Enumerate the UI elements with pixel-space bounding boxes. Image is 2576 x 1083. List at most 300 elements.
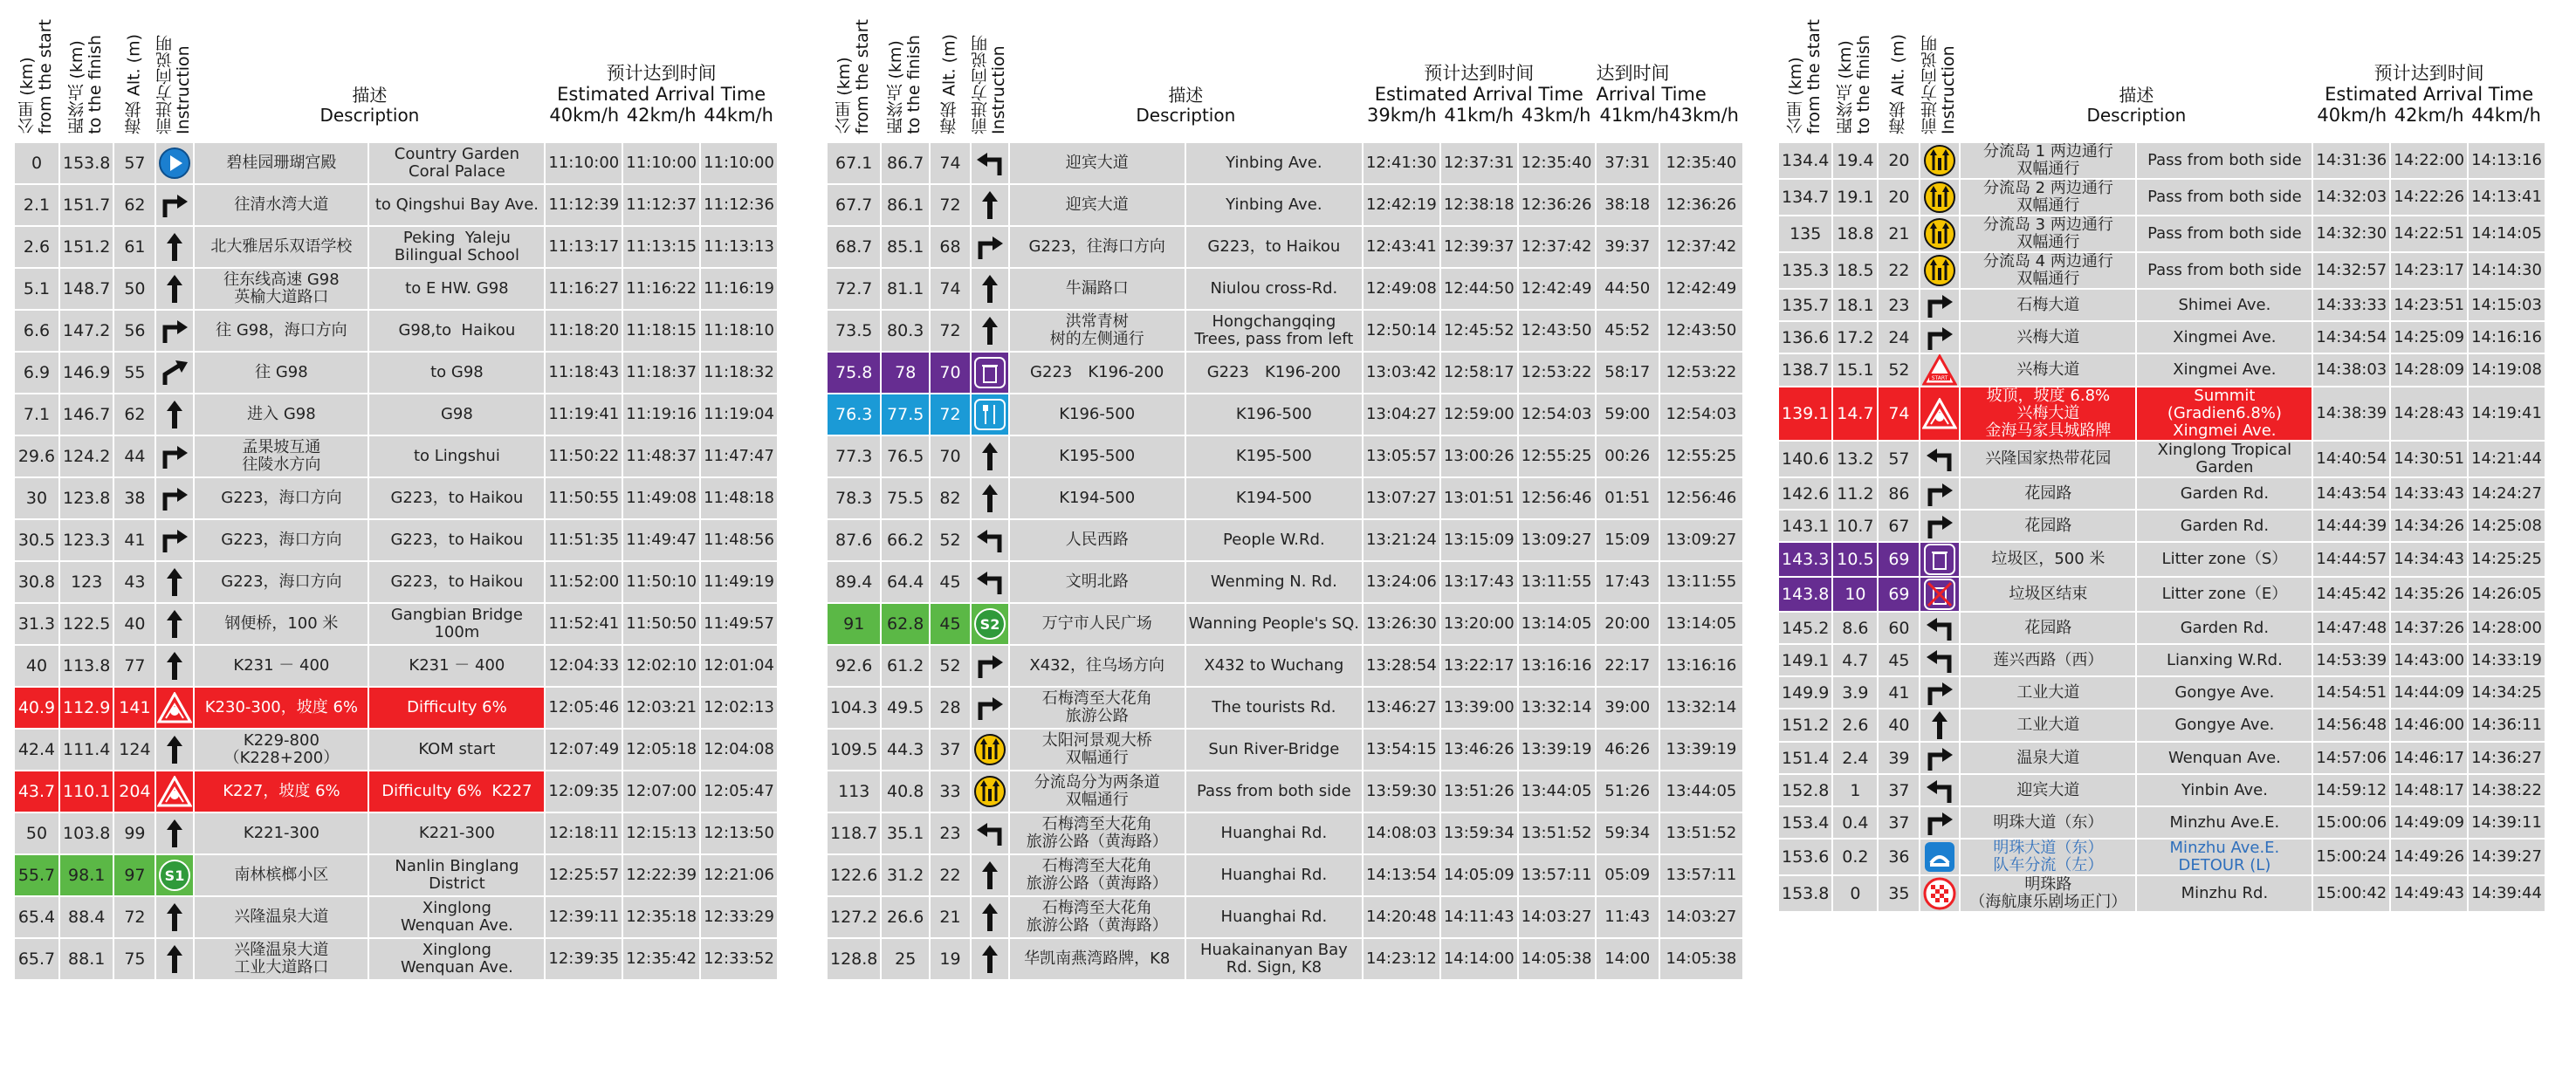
km-from-start: 143.8 (1779, 578, 1831, 611)
arrival-time: 12:35:18 (623, 897, 699, 937)
speed-label: 43km/h (1669, 105, 1739, 126)
description-en: G223，to Haikou (369, 562, 544, 602)
km-to-finish: 123 (60, 562, 113, 602)
km-to-finish: 15.1 (1833, 354, 1877, 386)
both-sides-icon (1920, 181, 1959, 214)
turn-right-icon (972, 652, 1008, 680)
arrival-time: 11:50:55 (546, 478, 622, 518)
arrival-time: 11:10:00 (701, 143, 777, 183)
route-table-panel-1 (13, 0, 794, 981)
header-eta-zh: 预计达到时间 (606, 63, 717, 84)
arrival-time-extra: 00:26 (1597, 436, 1659, 476)
km-to-finish: 123.3 (60, 520, 113, 560)
arrival-time: 12:33:29 (701, 897, 777, 937)
arrival-time: 14:32:03 (2313, 180, 2389, 215)
finish-flag-icon (1920, 877, 1959, 910)
arrival-time: 11:49:19 (701, 562, 777, 602)
arrival-time: 14:21:44 (2469, 442, 2545, 476)
arrival-time: 11:48:56 (701, 520, 777, 560)
table-row (1779, 143, 2545, 178)
altitude: 52 (931, 520, 970, 560)
instruction-cell (156, 185, 193, 225)
altitude: 20 (1879, 180, 1919, 215)
table-row (15, 227, 777, 267)
km-from-start: 0 (15, 143, 58, 183)
arrival-time: 14:20:48 (1364, 897, 1439, 937)
description-zh: G223，海口方向 (195, 478, 368, 518)
arrival-time-extra: 13:51:52 (1660, 813, 1742, 853)
arrival-time: 13:59:34 (1441, 813, 1517, 853)
description-zh: 工业大道 (1961, 709, 2135, 741)
instruction-cell (972, 939, 1008, 979)
header-km-start (1779, 2, 1831, 141)
header-km-start (15, 2, 58, 141)
arrival-time: 11:18:37 (623, 353, 699, 393)
header-speeds (546, 105, 777, 126)
header-speeds (1364, 105, 1595, 126)
altitude: 68 (931, 227, 970, 267)
km-to-finish: 111.4 (60, 730, 113, 770)
arrival-time: 12:03:21 (623, 688, 699, 728)
sprint-s2-icon (972, 607, 1008, 641)
arrival-time: 14:35:26 (2391, 578, 2467, 611)
straight-icon (156, 399, 193, 430)
arrival-time: 14:14:30 (2469, 253, 2545, 288)
header-instruction (972, 2, 1008, 141)
arrival-time-extra: 39:37 (1597, 227, 1659, 267)
arrival-time: 13:20:00 (1441, 604, 1517, 644)
altitude: 62 (114, 394, 155, 435)
arrival-time: 11:16:19 (701, 269, 777, 309)
km-from-start: 138.7 (1779, 354, 1831, 386)
arrival-time: 14:23:17 (2391, 253, 2467, 288)
altitude: 50 (114, 269, 155, 309)
instruction-cell (156, 646, 193, 686)
altitude: 77 (114, 646, 155, 686)
km-to-finish: 123.8 (60, 478, 113, 518)
km-from-start: 42.4 (15, 730, 58, 770)
altitude: 22 (1879, 253, 1919, 288)
km-to-finish: 10.7 (1833, 511, 1877, 541)
arrival-time: 13:03:42 (1364, 353, 1439, 393)
arrival-time: 12:05:18 (623, 730, 699, 770)
km-to-finish: 0.2 (1833, 840, 1877, 874)
instruction-cell (972, 604, 1008, 644)
km-from-start: 76.3 (828, 394, 880, 435)
arrival-time: 12:25:57 (546, 855, 622, 895)
altitude: 55 (114, 353, 155, 393)
header-instruction-label: 前进方向说明 Instruction (1920, 35, 1959, 134)
turn-left-icon (1920, 777, 1959, 805)
arrival-time-extra: 13:57:11 (1660, 855, 1742, 895)
km-from-start: 153.4 (1779, 807, 1831, 838)
turn-right-icon (156, 442, 193, 470)
table-row (828, 646, 1742, 686)
climb-icon (1920, 398, 1959, 429)
table-row (15, 855, 777, 895)
instruction-cell (972, 394, 1008, 435)
arrival-time: 14:49:43 (2391, 876, 2467, 911)
instruction-cell (972, 353, 1008, 393)
description-zh: 牛漏路口 (1010, 269, 1185, 309)
arrival-time-extra: 38:18 (1597, 185, 1659, 225)
arrival-time: 12:45:52 (1441, 311, 1517, 351)
km-to-finish: 103.8 (60, 813, 113, 853)
altitude: 72 (931, 185, 970, 225)
instruction-cell (972, 897, 1008, 937)
arrival-time: 14:23:51 (2391, 290, 2467, 320)
km-from-start: 122.6 (828, 855, 880, 895)
km-to-finish: 62.8 (882, 604, 929, 644)
description-zh: 太阳河景观大桥 双幅通行 (1010, 730, 1185, 770)
turn-right-icon (1920, 480, 1959, 508)
altitude: 35 (1879, 876, 1919, 911)
km-to-finish: 110.1 (60, 771, 113, 812)
km-to-finish: 0 (1833, 876, 1877, 911)
table-row (15, 688, 777, 728)
arrival-time: 13:32:14 (1519, 688, 1595, 728)
km-to-finish: 35.1 (882, 813, 929, 853)
arrival-time: 11:50:22 (546, 436, 622, 476)
arrival-time: 12:38:18 (1441, 185, 1517, 225)
km-from-start: 30.5 (15, 520, 58, 560)
km-to-finish: 151.2 (60, 227, 113, 267)
altitude: 141 (114, 688, 155, 728)
description-en: Xinglong Wenquan Ave. (369, 939, 544, 979)
km-to-finish: 76.5 (882, 436, 929, 476)
straight-icon (156, 608, 193, 640)
km-to-finish: 61.2 (882, 646, 929, 686)
arrival-time-extra: 13:39:19 (1660, 730, 1742, 770)
arrival-time: 11:52:00 (546, 562, 622, 602)
description-en: Pass from both side (2137, 216, 2312, 251)
header-eta (2313, 2, 2545, 141)
km-to-finish: 11.2 (1833, 478, 1877, 509)
description-en: Peking Yaleju Bilingual School (369, 227, 544, 267)
play-start-icon (156, 147, 193, 180)
instruction-cell (1920, 354, 1959, 386)
arrival-time: 12:05:47 (701, 771, 777, 812)
description-en: Nanlin Binglang District (369, 855, 544, 895)
header-alt-label: 海拔 Alt. (m) (939, 33, 959, 134)
instruction-cell (1920, 216, 1959, 251)
arrival-time: 12:50:14 (1364, 311, 1439, 351)
arrival-time: 13:54:15 (1364, 730, 1439, 770)
instruction-cell (156, 939, 193, 979)
arrival-time: 14:13:54 (1364, 855, 1439, 895)
description-zh: 分流岛 1 两边通行 双幅通行 (1961, 143, 2135, 178)
description-zh: 分流岛 3 两边通行 双幅通行 (1961, 216, 2135, 251)
km-to-finish: 10.5 (1833, 543, 1877, 576)
arrival-time: 11:18:10 (701, 311, 777, 351)
arrival-time: 12:18:11 (546, 813, 622, 853)
arrival-time: 11:50:10 (623, 562, 699, 602)
kom-start-icon (1920, 354, 1959, 386)
straight-icon (156, 901, 193, 933)
svg-text:S1: S1 (165, 867, 185, 884)
turn-left-icon (972, 526, 1008, 554)
arrival-time-extra: 13:11:55 (1660, 562, 1742, 602)
arrival-time: 14:11:43 (1441, 897, 1517, 937)
description-zh: 明珠路 （海航康乐剧场正门） (1961, 876, 2135, 911)
instruction-cell (972, 813, 1008, 853)
km-from-start: 113 (828, 771, 880, 812)
header-eta-zh: 预计达到时间 (1424, 63, 1535, 84)
arrival-time: 14:15:03 (2469, 290, 2545, 320)
instruction-cell (972, 311, 1008, 351)
table-row (1779, 775, 2545, 805)
header-alt-label: 海拔 Alt. (m) (124, 33, 144, 134)
arrival-time: 14:36:27 (2469, 743, 2545, 773)
km-from-start: 143.1 (1779, 511, 1831, 541)
description-en: K195-500 (1186, 436, 1362, 476)
table-row (828, 688, 1742, 728)
arrival-time-extra: 13:16:16 (1660, 646, 1742, 686)
table-row (1779, 807, 2545, 838)
header-description-label: 描述 Description (1136, 85, 1236, 126)
turn-right-icon (156, 526, 193, 554)
altitude: 74 (931, 143, 970, 183)
km-to-finish: 10 (1833, 578, 1877, 611)
arrival-time: 14:05:09 (1441, 855, 1517, 895)
description-en: Wanning People's SQ. (1186, 604, 1362, 644)
instruction-cell (972, 688, 1008, 728)
description-en: Pass from both side (2137, 253, 2312, 288)
description-en: K196-500 (1186, 394, 1362, 435)
arrival-time-extra: 14:03:27 (1660, 897, 1742, 937)
km-to-finish: 4.7 (1833, 645, 1877, 675)
description-en: Pass from both side (2137, 180, 2312, 215)
altitude: 52 (931, 646, 970, 686)
instruction-cell (156, 897, 193, 937)
arrival-time: 14:19:08 (2469, 354, 2545, 386)
arrival-time: 12:44:50 (1441, 269, 1517, 309)
arrival-time: 14:45:42 (2313, 578, 2389, 611)
arrival-time: 14:39:27 (2469, 840, 2545, 874)
table-row (828, 897, 1742, 937)
description-zh: 碧桂园珊瑚宫殿 (195, 143, 368, 183)
table-row (1779, 876, 2545, 911)
arrival-time-extra: 12:56:46 (1660, 478, 1742, 518)
arrival-time: 13:51:52 (1519, 813, 1595, 853)
km-to-finish: 148.7 (60, 269, 113, 309)
arrival-time: 11:52:41 (546, 604, 622, 644)
arrival-time: 14:59:12 (2313, 775, 2389, 805)
table-row (828, 855, 1742, 895)
altitude: 69 (1879, 578, 1919, 611)
both-sides-icon (972, 775, 1008, 808)
instruction-cell (1920, 578, 1959, 611)
straight-icon (972, 315, 1008, 346)
arrival-time: 14:34:54 (2313, 322, 2389, 353)
table-row (15, 269, 777, 309)
instruction-cell (1920, 677, 1959, 708)
header-km-finish (1833, 2, 1877, 141)
altitude: 39 (1879, 743, 1919, 773)
instruction-cell (1920, 511, 1959, 541)
arrival-time: 12:37:31 (1441, 143, 1517, 183)
instruction-cell (1920, 876, 1959, 911)
arrival-time: 12:42:19 (1364, 185, 1439, 225)
arrival-time: 14:43:00 (2391, 645, 2467, 675)
description-en: Difficulty 6% (369, 688, 544, 728)
instruction-cell (972, 646, 1008, 686)
arrival-time-extra: 13:44:05 (1660, 771, 1742, 812)
km-from-start: 77.3 (828, 436, 880, 476)
altitude: 40 (114, 604, 155, 644)
km-from-start: 153.8 (1779, 876, 1831, 911)
description-en: Minzhu Ave.E. (2137, 807, 2312, 838)
km-to-finish: 1 (1833, 775, 1877, 805)
turn-left-icon (972, 819, 1008, 847)
arrival-time: 13:15:09 (1441, 520, 1517, 560)
km-to-finish: 124.2 (60, 436, 113, 476)
instruction-cell (1920, 143, 1959, 178)
instruction-cell (972, 730, 1008, 770)
table-row (1779, 840, 2545, 874)
km-from-start: 6.6 (15, 311, 58, 351)
table-row (828, 394, 1742, 435)
km-from-start: 43.7 (15, 771, 58, 812)
arrival-time: 11:51:35 (546, 520, 622, 560)
header-eta-zh: 预计达到时间 (2373, 63, 2484, 84)
arrival-time: 12:55:25 (1519, 436, 1595, 476)
description-zh: 洪常青树 树的左侧通行 (1010, 311, 1185, 351)
instruction-cell (156, 604, 193, 644)
table-row (15, 520, 777, 560)
km-to-finish: 31.2 (882, 855, 929, 895)
km-from-start: 73.5 (828, 311, 880, 351)
arrival-time: 14:25:09 (2391, 322, 2467, 353)
table-row (828, 227, 1742, 267)
km-to-finish: 85.1 (882, 227, 929, 267)
altitude: 37 (1879, 807, 1919, 838)
table-row (828, 771, 1742, 812)
header-description (1961, 2, 2312, 141)
arrival-time: 11:18:20 (546, 311, 622, 351)
altitude: 24 (1879, 322, 1919, 353)
arrival-time: 12:22:39 (623, 855, 699, 895)
km-from-start: 135.3 (1779, 253, 1831, 288)
altitude: 36 (1879, 840, 1919, 874)
arrival-time: 14:22:51 (2391, 216, 2467, 251)
km-to-finish: 146.7 (60, 394, 113, 435)
instruction-cell (156, 311, 193, 351)
table-row (1779, 709, 2545, 741)
litter-end-icon (1920, 578, 1959, 611)
altitude: 28 (931, 688, 970, 728)
arrival-time: 14:26:05 (2469, 578, 2545, 611)
arrival-time: 14:22:00 (2391, 143, 2467, 178)
arrival-time: 12:49:08 (1364, 269, 1439, 309)
description-zh: X432，往乌场方向 (1010, 646, 1185, 686)
turn-left-icon (1920, 647, 1959, 675)
arrival-time: 13:07:27 (1364, 478, 1439, 518)
arrival-time: 11:16:27 (546, 269, 622, 309)
description-en: Minzhu Ave.E. DETOUR (L) (2137, 840, 2312, 874)
description-zh: 南林槟榔小区 (195, 855, 368, 895)
km-to-finish: 3.9 (1833, 677, 1877, 708)
km-from-start: 75.8 (828, 353, 880, 393)
km-from-start: 127.2 (828, 897, 880, 937)
altitude: 37 (1879, 775, 1919, 805)
route-table (1777, 0, 2546, 913)
header-eta-en: Estimated Arrival Time (2325, 84, 2534, 105)
arrival-time: 14:38:22 (2469, 775, 2545, 805)
arrival-time: 12:53:22 (1519, 353, 1595, 393)
table-row (15, 185, 777, 225)
litter-zone-icon (1920, 543, 1959, 576)
instruction-cell (972, 520, 1008, 560)
arrival-time: 13:17:43 (1441, 562, 1517, 602)
table-row (828, 604, 1742, 644)
km-to-finish: 86.1 (882, 185, 929, 225)
description-en: Shimei Ave. (2137, 290, 2312, 320)
speed-label: 40km/h (2317, 105, 2387, 126)
route-table (826, 0, 1744, 981)
arrival-time: 14:34:43 (2391, 543, 2467, 576)
table-row (1779, 478, 2545, 509)
speed-label: 41km/h (1599, 105, 1670, 126)
description-zh: 分流岛 4 两边通行 双幅通行 (1961, 253, 2135, 288)
arrival-time-extra: 45:52 (1597, 311, 1659, 351)
description-zh: 迎宾大道 (1961, 775, 2135, 805)
km-to-finish: 0.4 (1833, 807, 1877, 838)
arrival-time-extra: 39:00 (1597, 688, 1659, 728)
route-table-panel-2 (826, 0, 1744, 981)
arrival-time: 13:28:54 (1364, 646, 1439, 686)
arrival-time: 11:19:41 (546, 394, 622, 435)
instruction-cell (972, 185, 1008, 225)
description-en: G98 (369, 394, 544, 435)
instruction-cell (1920, 743, 1959, 773)
arrival-time: 14:53:39 (2313, 645, 2389, 675)
description-en: K194-500 (1186, 478, 1362, 518)
header-alt (114, 2, 155, 141)
km-to-finish: 66.2 (882, 520, 929, 560)
km-to-finish: 18.1 (1833, 290, 1877, 320)
altitude: 72 (931, 394, 970, 435)
km-from-start: 68.7 (828, 227, 880, 267)
header-alt (931, 2, 970, 141)
arrival-time: 12:59:00 (1441, 394, 1517, 435)
table-row (828, 185, 1742, 225)
km-to-finish: 88.1 (60, 939, 113, 979)
arrival-time: 12:05:46 (546, 688, 622, 728)
table-row (1779, 216, 2545, 251)
arrival-time: 12:33:52 (701, 939, 777, 979)
arrival-time: 14:30:51 (2391, 442, 2467, 476)
arrival-time: 14:39:44 (2469, 876, 2545, 911)
km-to-finish: 146.9 (60, 353, 113, 393)
table-row (1779, 354, 2545, 386)
turn-right-icon (1920, 679, 1959, 707)
description-zh: 兴隆国家热带花园 (1961, 442, 2135, 476)
speed-label: 43km/h (1521, 105, 1591, 126)
arrival-time: 14:22:26 (2391, 180, 2467, 215)
km-from-start: 136.6 (1779, 322, 1831, 353)
km-to-finish: 113.8 (60, 646, 113, 686)
description-zh: 万宁市人民广场 (1010, 604, 1185, 644)
arrival-time: 14:46:17 (2391, 743, 2467, 773)
description-en: X432 to Wuchang (1186, 646, 1362, 686)
km-to-finish: 19.1 (1833, 180, 1877, 215)
arrival-time: 11:18:43 (546, 353, 622, 393)
straight-icon (156, 818, 193, 849)
turn-left-icon (972, 568, 1008, 596)
km-to-finish: 18.5 (1833, 253, 1877, 288)
altitude: 37 (931, 730, 970, 770)
